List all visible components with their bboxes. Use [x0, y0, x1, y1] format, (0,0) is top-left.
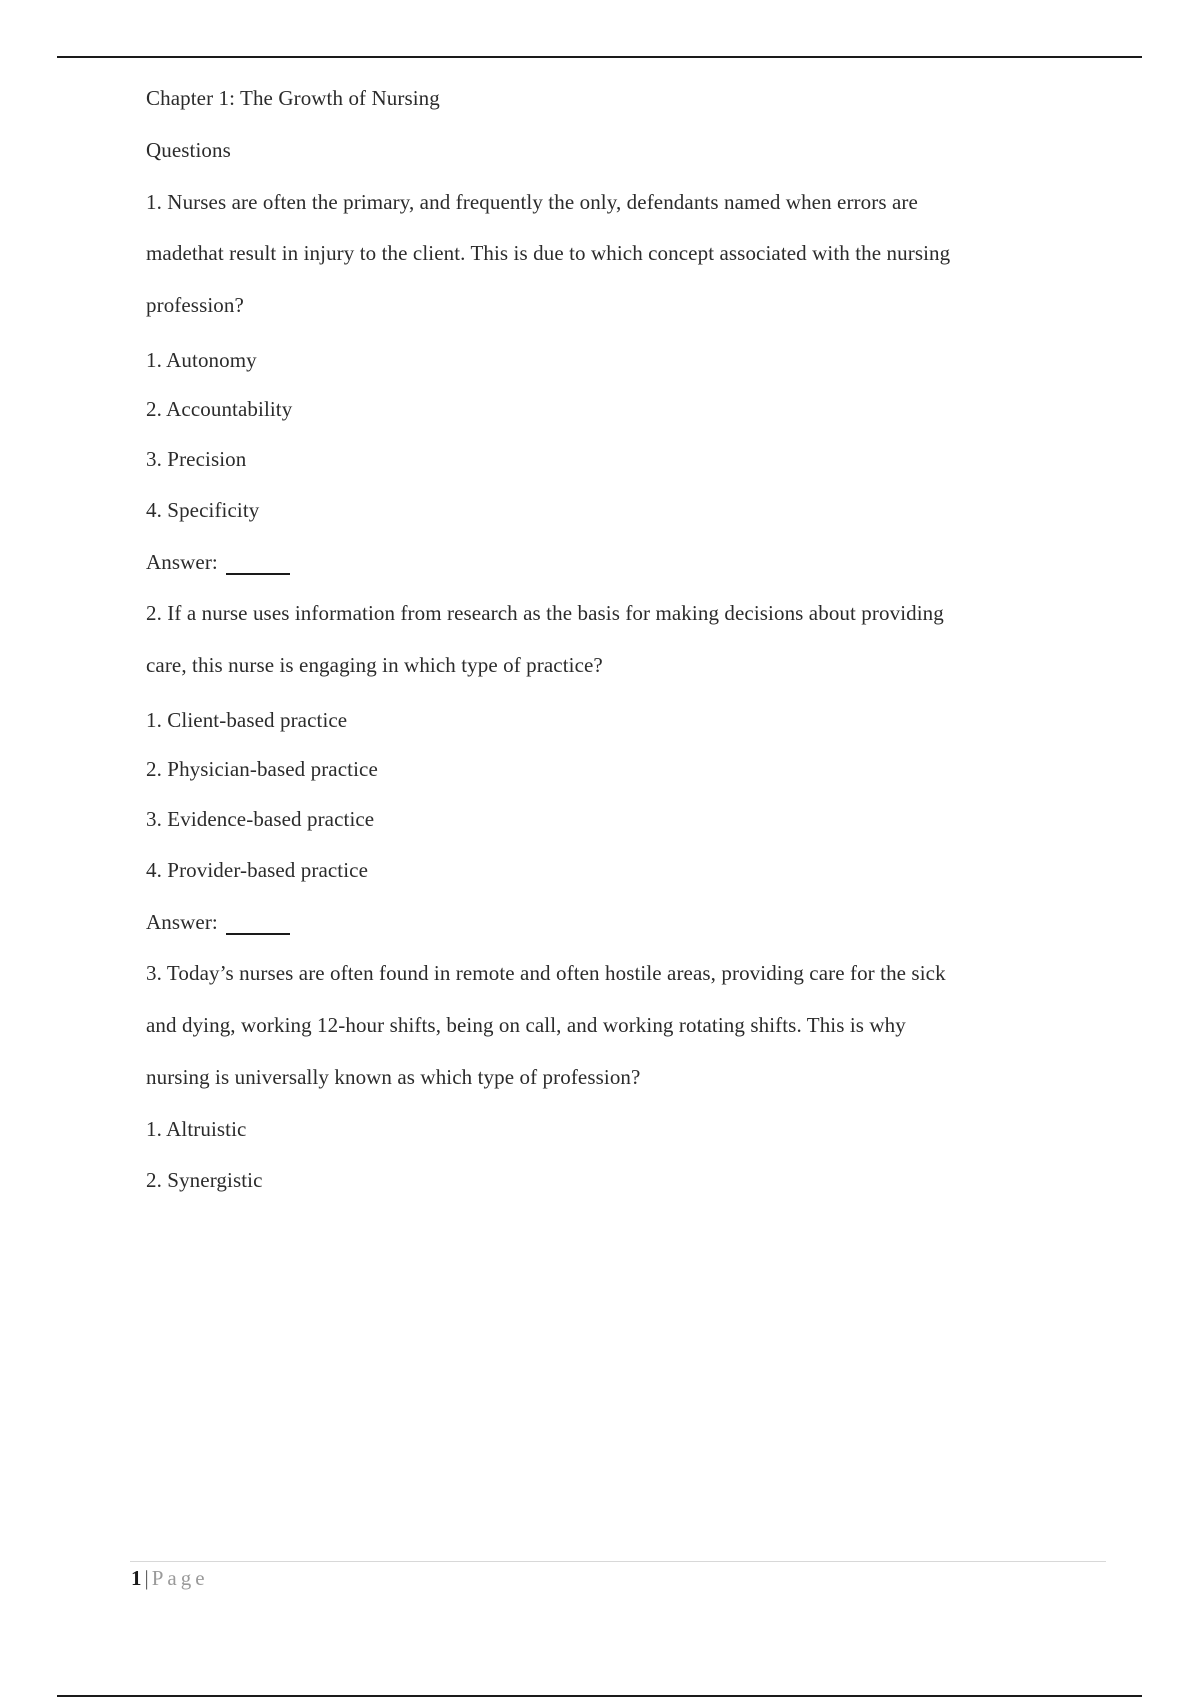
- question-2-stem-line-1: 2. If a nurse uses information from research as the basis for making decisions about providing: [146, 601, 944, 625]
- answer-label: Answer:: [146, 550, 218, 574]
- question-3-stem-line-1: 3. Today’s nurses are often found in remote and often hostile areas, providing care for the sick: [146, 961, 946, 985]
- bottom-rule: [57, 1695, 1142, 1697]
- question-1-option-1: 1. Autonomy: [146, 348, 257, 372]
- question-3-option-2: 2. Synergistic: [146, 1168, 263, 1192]
- page-footer: [131, 1565, 209, 1591]
- question-3-stem-line-3: nursing is universally known as which type of profession?: [146, 1065, 641, 1089]
- question-3-option-1: 1. Altruistic: [146, 1117, 247, 1141]
- question-1-option-3: 3. Precision: [146, 447, 247, 471]
- footer-rule: [130, 1561, 1106, 1562]
- question-1-answer: [146, 549, 290, 575]
- question-2-option-3: 3. Evidence-based practice: [146, 807, 375, 831]
- question-2-stem-line-2: care, this nurse is engaging in which type of practice?: [146, 653, 603, 677]
- section-heading: Questions: [146, 138, 231, 162]
- question-2-option-2: 2. Physician-based practice: [146, 757, 378, 781]
- question-1-option-2: 2. Accountability: [146, 397, 293, 421]
- question-1-stem-line-3: profession?: [146, 293, 244, 317]
- top-rule: [57, 56, 1142, 58]
- question-1-stem-line-1: 1. Nurses are often the primary, and frequently the only, defendants named when errors are: [146, 190, 918, 214]
- answer-label: Answer:: [146, 910, 218, 934]
- question-2-answer: [146, 909, 290, 935]
- chapter-title: Chapter 1: The Growth of Nursing: [146, 86, 440, 110]
- footer-separator: |: [144, 1566, 149, 1590]
- question-2-option-1: 1. Client-based practice: [146, 708, 348, 732]
- question-3-stem-line-2: and dying, working 12-hour shifts, being on call, and working rotating shifts. This is why: [146, 1013, 906, 1037]
- question-1-stem-line-2: madethat result in injury to the client. This is due to which concept associated with the nursing: [146, 241, 951, 265]
- question-2-option-4: 4. Provider-based practice: [146, 858, 369, 882]
- answer-blank: [226, 933, 290, 935]
- question-1-option-4: 4. Specificity: [146, 498, 260, 522]
- answer-blank: [226, 573, 290, 575]
- page-number: 1: [131, 1566, 142, 1590]
- page-label: Page: [151, 1566, 209, 1590]
